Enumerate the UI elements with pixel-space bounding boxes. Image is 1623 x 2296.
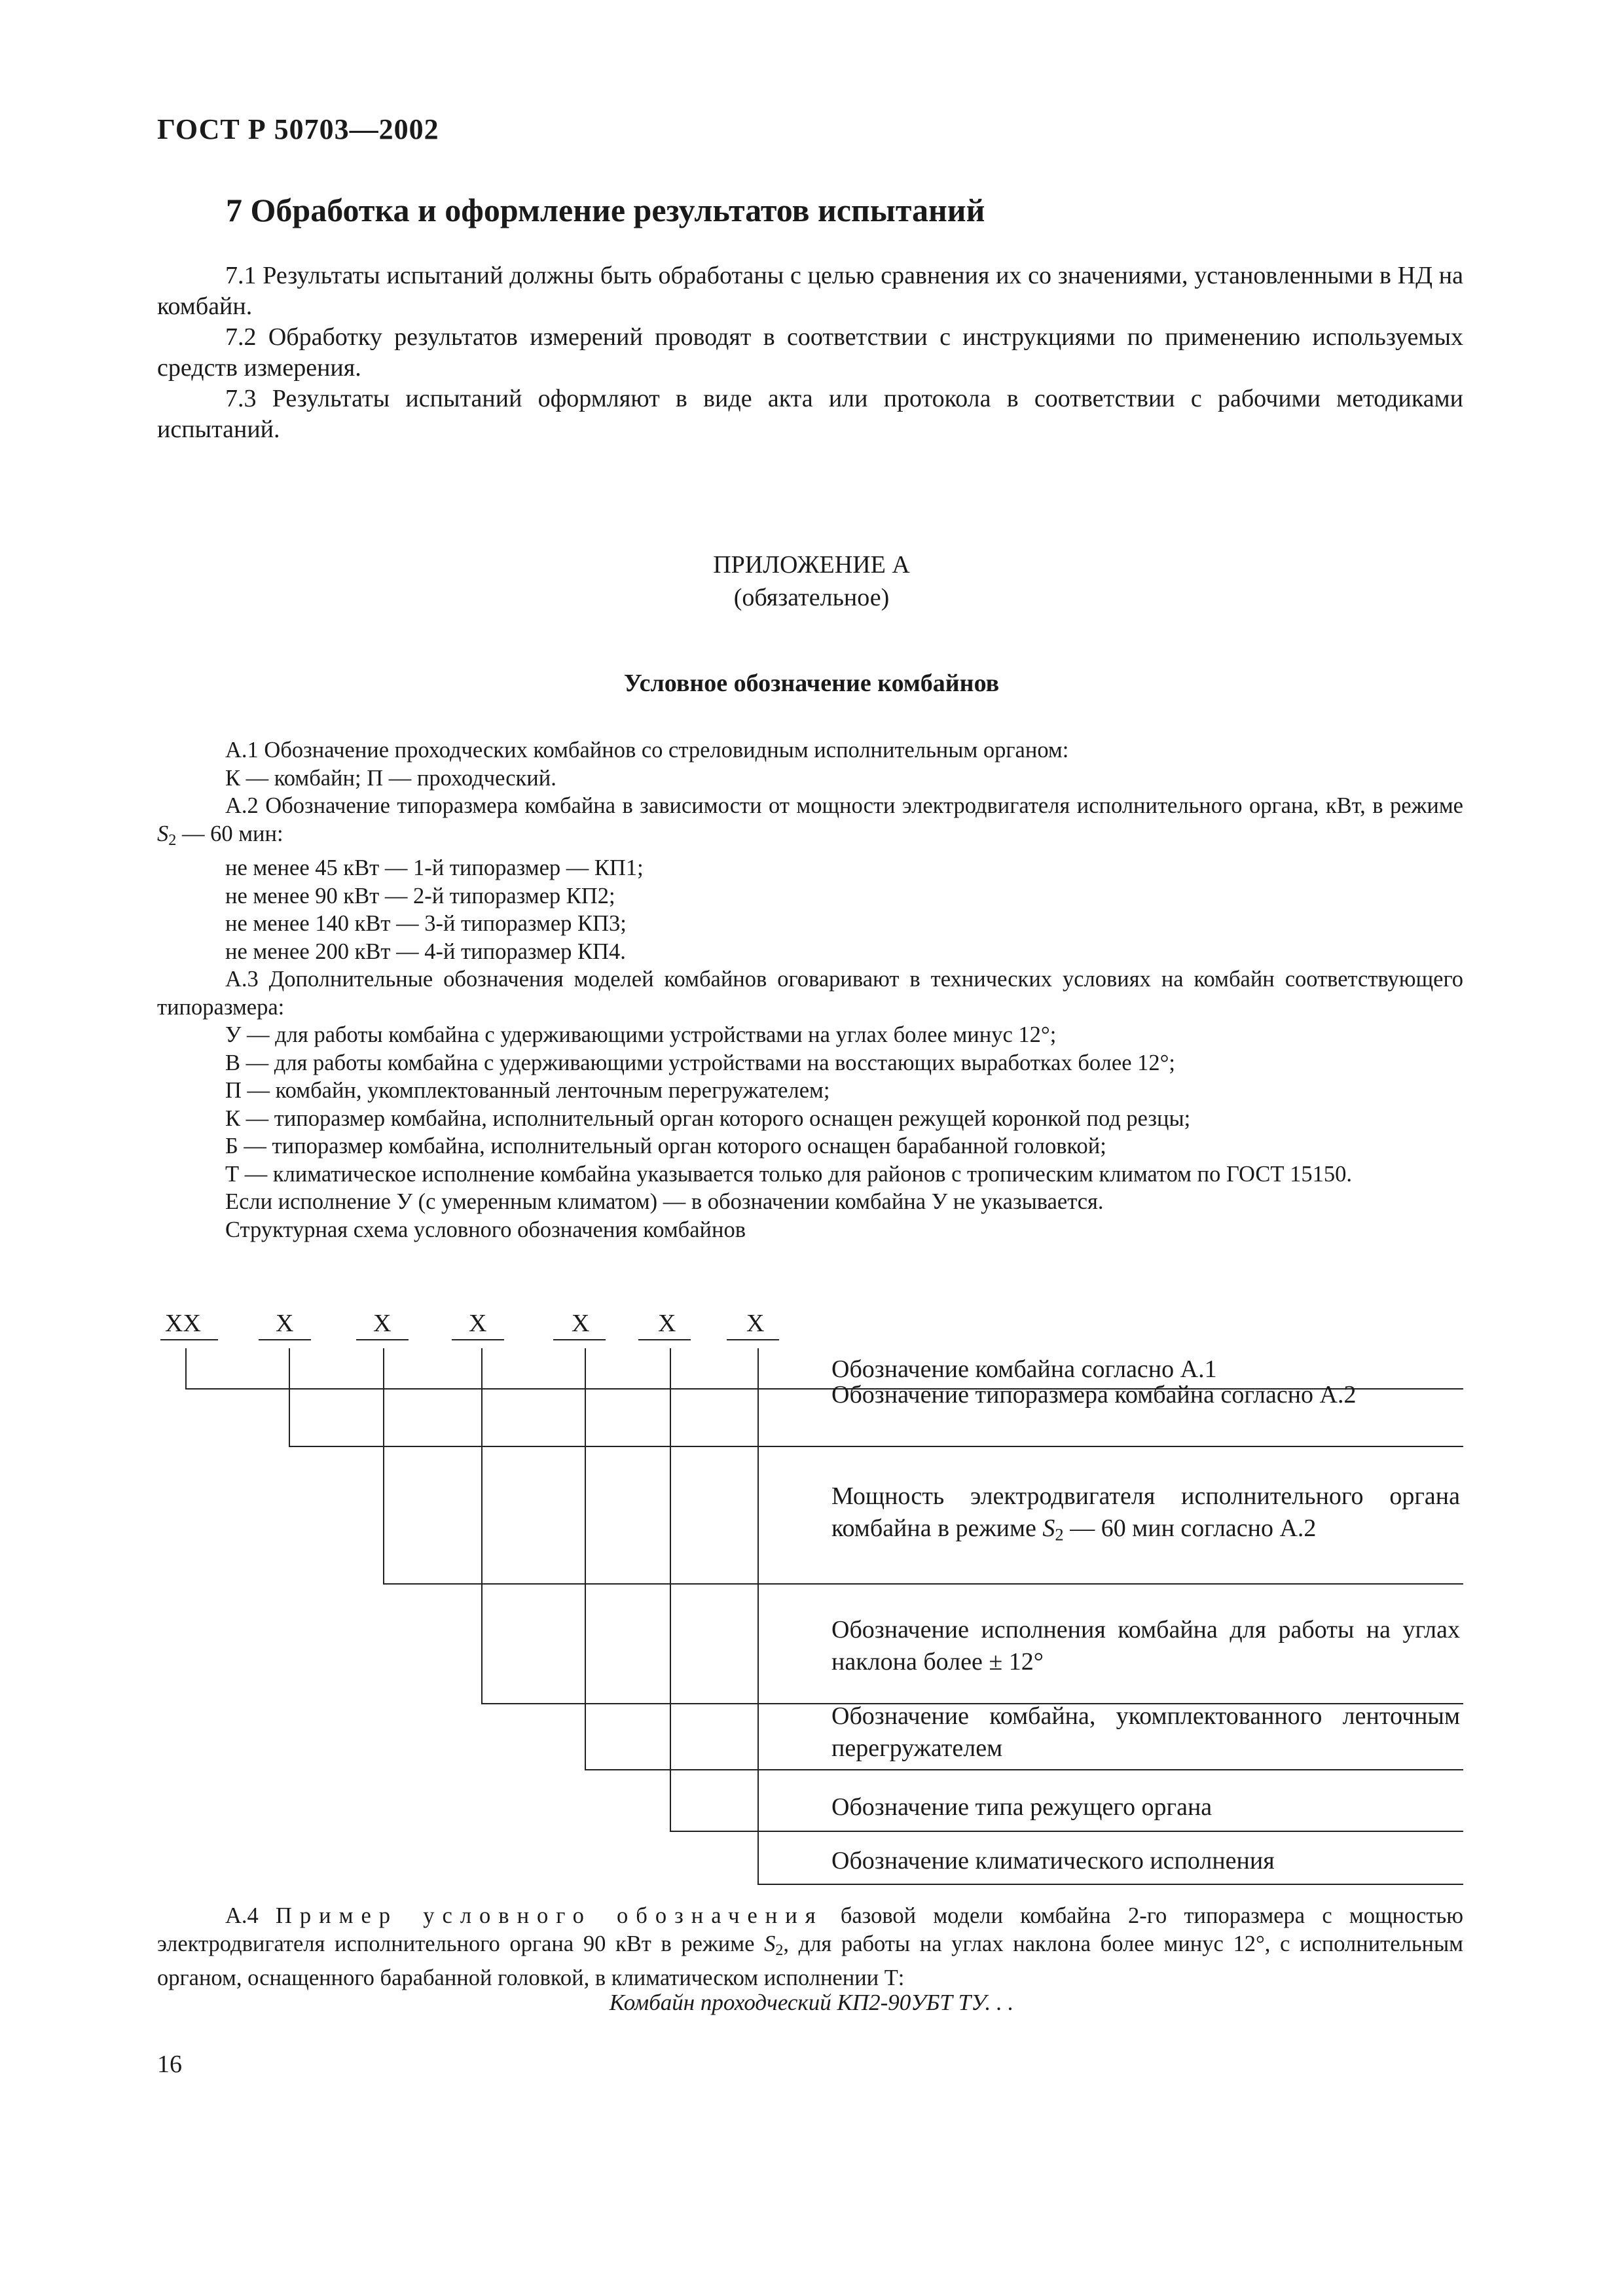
option-item-climate: Т — климатическое исполнение комбайна указывается только для районов с тропическим климатом по ГОСТ 15150. bbox=[225, 1161, 1352, 1187]
schema-label: X bbox=[572, 1310, 590, 1337]
connector-line bbox=[383, 1583, 1463, 1585]
mode-symbol: S bbox=[764, 1931, 776, 1956]
temperate-note: Если исполнение У (с умеренным климатом) — в обозначении комбайна У не указывается. bbox=[225, 1189, 1104, 1215]
schema-label: X bbox=[469, 1310, 487, 1337]
paragraph-7-1: 7.1 Результаты испытаний должны быть обработаны с целью сравнения их со значениями, установленными в НД на комбайн. bbox=[157, 262, 1463, 320]
schema-description: Обозначение комбайна, укомплектованного ленточным перегружателем bbox=[831, 1702, 1460, 1762]
label-underline bbox=[553, 1339, 606, 1340]
mode-symbol: S bbox=[1042, 1515, 1055, 1542]
mode-subscript: 2 bbox=[1055, 1524, 1064, 1545]
schema-description: Обозначение типа режущего органа bbox=[831, 1793, 1213, 1821]
schema-description-tail: — 60 мин согласно А.2 bbox=[1063, 1515, 1317, 1542]
option-item: У — для работы комбайна с удерживающими устройствами на углах более минус 12°; bbox=[225, 1022, 1057, 1048]
label-underline bbox=[452, 1339, 504, 1340]
connector-line bbox=[185, 1348, 187, 1388]
example-formula: Комбайн проходческий КП2-90УБТ ТУ. . . bbox=[609, 1990, 1014, 2015]
clause-a1: А.1 Обозначение проходческих комбайнов со стреловидным исполнительным органом: bbox=[225, 738, 1069, 762]
paragraph-7-3: 7.3 Результаты испытаний оформляют в виде акта или протокола в соответствии с рабочими методиками испытаний. bbox=[157, 385, 1463, 443]
schema-description: Обозначение климатического исполнения bbox=[831, 1847, 1275, 1874]
size-item: не менее 200 кВт — 4-й типоразмер КП4. bbox=[225, 939, 626, 964]
label-underline bbox=[638, 1339, 691, 1340]
clause-a1-definition: К — комбайн; П — проходческий. bbox=[225, 765, 556, 791]
clause-a4-tail: , для работы на углах наклона более минус 12°, с исполнительным органом, оснащенного барабанной головкой, в климатическом исполнении Т: bbox=[157, 1931, 1464, 1991]
option-item: П — комбайн, укомплектованный ленточным перегружателем; bbox=[225, 1078, 830, 1103]
connector-line bbox=[757, 1884, 1463, 1885]
document-code: ГОСТ Р 50703—2002 bbox=[157, 113, 439, 145]
schema-description: Обозначение исполнения комбайна для работы на углах наклона более ± 12° bbox=[831, 1616, 1460, 1676]
mode-subscript: 2 bbox=[775, 1941, 784, 1959]
label-underline bbox=[356, 1339, 409, 1340]
schema-description: Обозначение комбайна согласно А.1 bbox=[831, 1355, 1217, 1383]
connector-line bbox=[585, 1348, 586, 1769]
appendix-label: ПРИЛОЖЕНИЕ А bbox=[713, 551, 910, 579]
connector-line bbox=[585, 1769, 1463, 1770]
label-underline bbox=[727, 1339, 779, 1340]
schema-description-text: Мощность электродвигателя исполнительного органа комбайна в режиме bbox=[831, 1482, 1460, 1542]
clause-a4 bbox=[157, 1902, 1463, 1992]
clause-a4-lead: А.4 bbox=[225, 1903, 276, 1928]
option-item: Б — типоразмер комбайна, исполнительный орган которого оснащен барабанной головкой; bbox=[225, 1134, 1106, 1159]
schema-label: X bbox=[658, 1310, 676, 1337]
paragraph-7-2: 7.2 Обработку результатов измерений проводят в соответствии с инструкциями по применению используемых средств измерения. bbox=[157, 323, 1463, 382]
clause-a2-text: А.2 Обозначение типоразмера комбайна в зависимости от мощности электродвигателя исполнительного органа, кВт, в режиме bbox=[225, 793, 1463, 818]
option-item: В — для работы комбайна с удерживающими устройствами на восстающих выработках более 12°; bbox=[225, 1050, 1176, 1075]
connector-line bbox=[289, 1446, 1463, 1447]
page-number: 16 bbox=[157, 2051, 182, 2078]
schema-label: XX bbox=[165, 1310, 201, 1337]
schema-description: Обозначение типоразмера комбайна согласно А.2 bbox=[831, 1381, 1357, 1408]
mode-subscript: 2 bbox=[168, 831, 177, 849]
clause-a2-tail: — 60 мин: bbox=[176, 821, 283, 846]
clause-a4-text: базовой модели комбайна 2-го типоразмера с мощностью электродвигателя исполнительного органа 90 кВт в режиме bbox=[157, 1903, 1463, 1956]
size-item: не менее 45 кВт — 1-й типоразмер — КП1; bbox=[225, 855, 644, 881]
schema-label: X bbox=[373, 1310, 392, 1337]
option-item: К — типоразмер комбайна, исполнительный орган которого оснащен режущей коронкой под резцы; bbox=[225, 1105, 1191, 1131]
connector-line bbox=[383, 1348, 384, 1583]
appendix-status: (обязательное) bbox=[733, 584, 890, 611]
section-7-body bbox=[157, 260, 1463, 445]
mode-symbol: S bbox=[157, 821, 169, 846]
connector-line bbox=[289, 1348, 290, 1446]
example-clause bbox=[157, 1902, 1463, 1992]
appendix-body bbox=[157, 736, 1463, 1244]
schema-label: X bbox=[746, 1310, 765, 1337]
connector-line bbox=[670, 1348, 671, 1831]
section-title: 7 Обработка и оформление результатов испытаний bbox=[226, 192, 985, 228]
label-underline bbox=[160, 1339, 218, 1340]
connector-line bbox=[757, 1348, 759, 1884]
schema-intro: Структурная схема условного обозначения комбайнов bbox=[225, 1217, 746, 1242]
size-item: не менее 140 кВт — 3-й типоразмер КП3; bbox=[225, 911, 627, 937]
label-underline bbox=[259, 1339, 311, 1340]
clause-a4-spaced: Пример условного обозначения bbox=[276, 1903, 824, 1928]
connector-line bbox=[670, 1831, 1463, 1832]
appendix-heading: Условное обозначение комбайнов bbox=[623, 670, 1000, 697]
schema-description bbox=[831, 1480, 1460, 1551]
size-item: не менее 90 кВт — 2-й типоразмер КП2; bbox=[225, 883, 615, 908]
schema-label: X bbox=[276, 1310, 294, 1337]
clause-a3: А.3 Дополнительные обозначения моделей комбайнов оговаривают в технических условиях на комбайн соответствующего типоразмера: bbox=[157, 967, 1463, 1020]
clause-a2 bbox=[157, 792, 1463, 854]
connector-line bbox=[481, 1348, 483, 1703]
